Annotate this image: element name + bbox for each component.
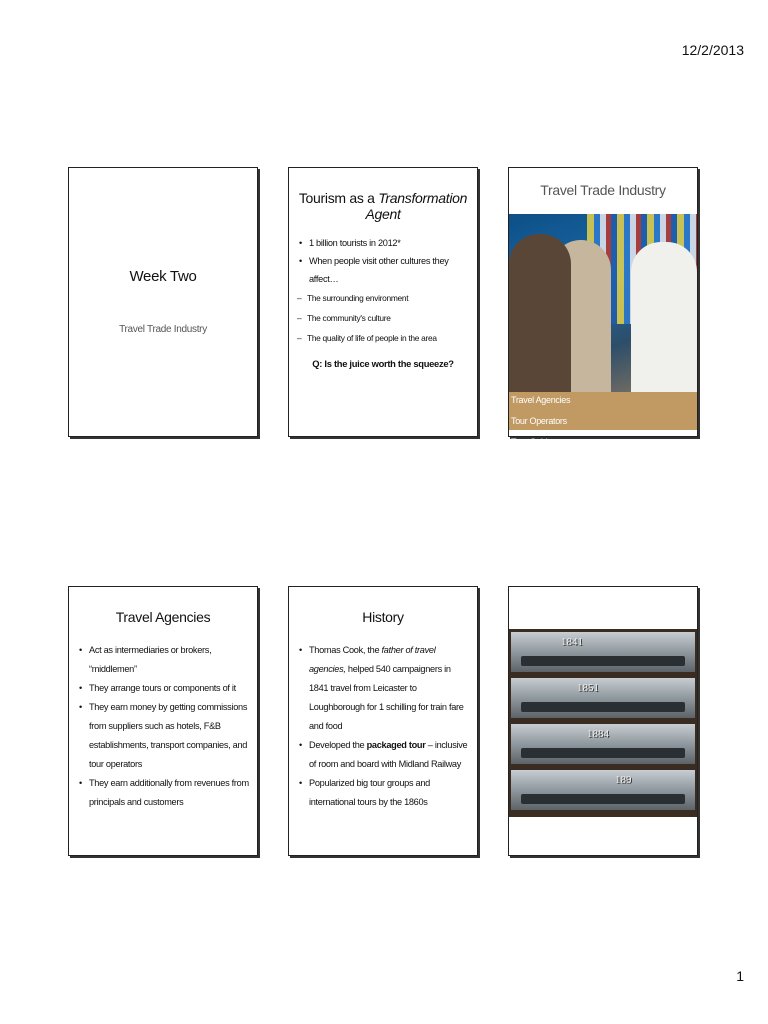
bullet-list bbox=[289, 234, 477, 288]
slide-tourism-transformation bbox=[288, 167, 478, 437]
train-shape bbox=[521, 702, 685, 712]
slide-title: History bbox=[362, 609, 404, 625]
sub-bullet-item: – The surrounding environment bbox=[297, 288, 477, 308]
text-run: Developed the bbox=[309, 740, 367, 750]
bullet-item: • When people visit other cultures they affect… bbox=[299, 252, 469, 288]
title-italic: Transformation Agent bbox=[365, 190, 468, 222]
slide-week-two bbox=[68, 167, 258, 437]
bullet-item bbox=[299, 641, 469, 736]
bullet-item: • They earn additionally from revenues from principals and customers bbox=[79, 774, 249, 812]
bullet-list bbox=[69, 641, 257, 812]
photo-overlay-list bbox=[511, 390, 570, 453]
relief-panel bbox=[511, 770, 695, 810]
travel-agency-photo bbox=[509, 214, 697, 447]
bullet-item: • They arrange tours or components of it bbox=[79, 679, 249, 698]
slide-history bbox=[288, 586, 478, 856]
bullet-item: • Popularized big tour groups and international tours by the 1860s bbox=[299, 774, 469, 812]
relief-panel bbox=[511, 632, 695, 672]
bullet-list bbox=[289, 641, 477, 812]
italic-run: father of travel agencies, bbox=[309, 645, 436, 674]
bullet-item: • Act as intermediaries or brokers, “middlemen” bbox=[79, 641, 249, 679]
slide-subtitle: Travel Trade Industry bbox=[119, 324, 207, 335]
bullet-item: • 1 billion tourists in 2012* bbox=[299, 234, 469, 252]
overlay-item: Travel Agencies bbox=[511, 395, 571, 405]
slide-travel-agencies bbox=[68, 586, 258, 856]
slide-title: Travel Trade Industry bbox=[540, 182, 666, 198]
slide-title: Travel Agencies bbox=[115, 609, 211, 625]
relief-panel bbox=[511, 678, 695, 718]
overlay-item: Tour Guides bbox=[511, 437, 557, 447]
sub-bullet-item: – The community's culture bbox=[297, 308, 477, 328]
bold-run: packaged tour bbox=[366, 740, 426, 750]
page-number: 1 bbox=[736, 968, 744, 984]
panel-year: 1841 bbox=[561, 636, 583, 648]
train-shape bbox=[521, 794, 685, 804]
panel-year: 1884 bbox=[587, 728, 609, 740]
slide-train-reliefs bbox=[508, 586, 698, 856]
sub-bullet-item: – The quality of life of people in the area bbox=[297, 328, 477, 348]
train-shape bbox=[521, 656, 685, 666]
text-run: – inclusive of room and board with Midland Railway bbox=[309, 740, 468, 769]
slide-question: Q: Is the juice worth the squeeze? bbox=[312, 358, 454, 369]
sub-bullet-list bbox=[289, 288, 477, 348]
overlay-item: Tour Operators bbox=[511, 416, 567, 426]
relief-panel bbox=[511, 724, 695, 764]
slide-title bbox=[289, 190, 477, 222]
panel-year: 1851 bbox=[577, 682, 599, 694]
text-run: helped 540 campaigners in 1841 travel from Leicaster to Loughborough for 1 schilling for train fare and food bbox=[309, 664, 464, 731]
text-run: Thomas Cook, the bbox=[309, 645, 382, 655]
bullet-item bbox=[299, 736, 469, 774]
slide-title: Week Two bbox=[129, 268, 197, 285]
bullet-item: • They earn money by getting commissions from suppliers such as hotels, F&B establishments, transport companies, and tour operators bbox=[79, 698, 249, 774]
panel-year: 189 bbox=[615, 774, 632, 786]
print-date: 12/2/2013 bbox=[681, 42, 744, 58]
slide-travel-trade-industry bbox=[508, 167, 698, 447]
title-prefix: Tourism as a bbox=[298, 190, 379, 206]
train-shape bbox=[521, 748, 685, 758]
train-relief-image bbox=[509, 629, 697, 817]
